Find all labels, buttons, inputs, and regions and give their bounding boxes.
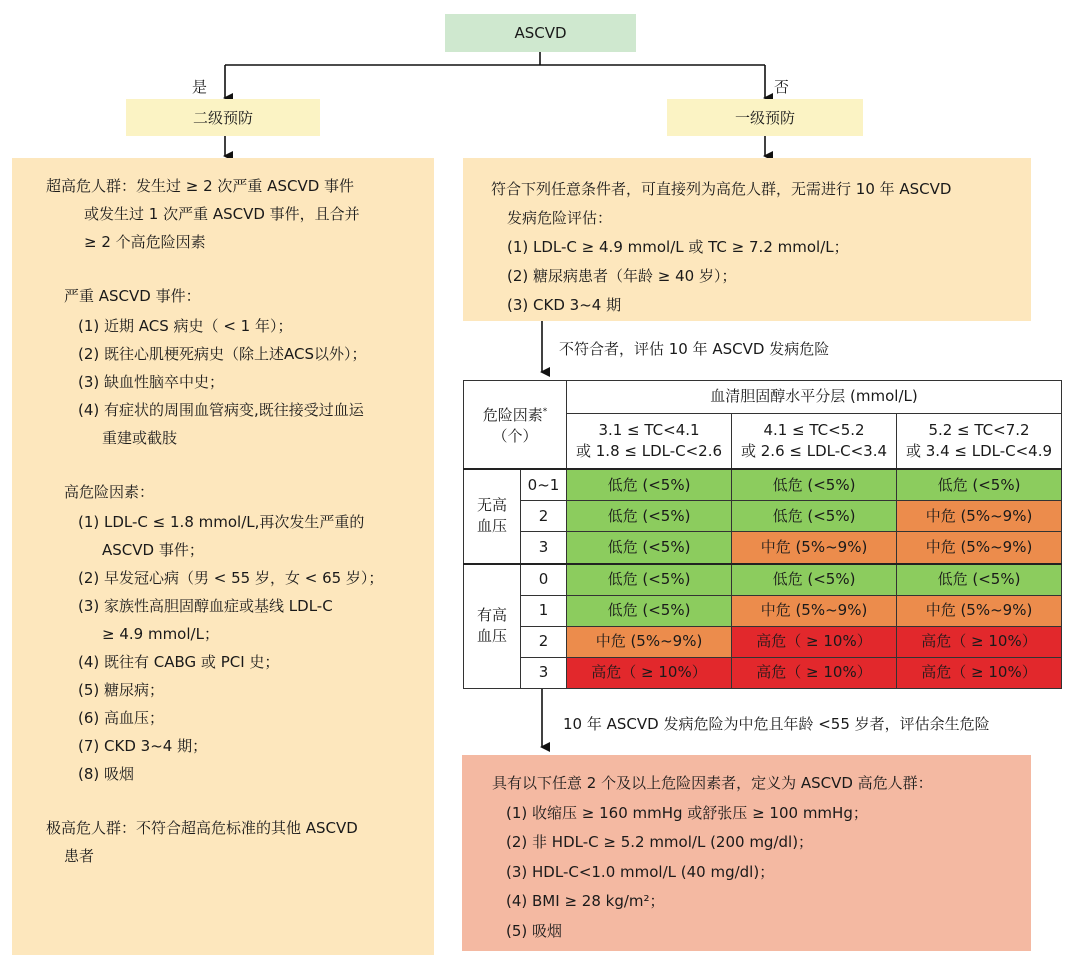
- secondary-prevention-label: 二级预防: [192, 109, 253, 127]
- panel-line: (5) 糖尿病；: [78, 681, 165, 699]
- panel-line: 符合下列任意条件者，可直接列为高危人群，无需进行 10 年 ASCVD: [491, 180, 952, 198]
- factor-count: 2: [521, 626, 567, 657]
- panel-line: (4) 既往有 CABG 或 PCI 史；: [78, 653, 280, 671]
- column-tc: 3.1 ≤ TC<4.1: [598, 420, 700, 439]
- risk-cell: 高危（ ≥ 10%）: [732, 657, 897, 688]
- risk-cell: 中危 (5%~9%): [732, 532, 897, 564]
- column-ldl: 或 3.4 ≤ LDL-C<4.9: [905, 441, 1053, 460]
- factor-count: 0~1: [521, 469, 567, 501]
- panel-line: (6) 高血压；: [78, 709, 165, 727]
- factor-count: 3: [521, 657, 567, 688]
- panel-line: (8) 吸烟: [78, 765, 135, 783]
- panel-line: 极高危人群：不符合超高危标准的其他 ASCVD: [46, 819, 358, 837]
- column-header: [732, 413, 897, 469]
- column-ldl: 或 2.6 ≤ LDL-C<3.4: [740, 441, 888, 460]
- factor-count: 3: [521, 532, 567, 564]
- column-tc: 4.1 ≤ TC<5.2: [763, 420, 865, 439]
- panel-line: 重建或截肢: [102, 429, 178, 447]
- primary-prevention-label: 一级预防: [734, 109, 795, 127]
- risk-cell: 低危 (<5%): [567, 595, 732, 626]
- group-hypertension: [464, 564, 521, 689]
- column-header: [897, 413, 1062, 469]
- column-tc: 5.2 ≤ TC<7.2: [928, 420, 1030, 439]
- panel-line: (3) CKD 3~4 期: [507, 296, 622, 314]
- panel-line: (4) BMI ≥ 28 kg/m²；: [506, 892, 665, 910]
- primary-prevention-panel: [463, 158, 1031, 321]
- panel-line: 患者: [64, 847, 95, 865]
- risk-table: [463, 380, 1062, 689]
- lifetime-note: 10 年 ASCVD 发病危险为中危且年龄 <55 岁者，评估余生危险: [563, 715, 990, 733]
- panel-line: 严重 ASCVD 事件：: [64, 287, 201, 305]
- panel-line: (2) 早发冠心病（男 < 55 岁，女 < 65 岁）；: [78, 569, 384, 587]
- risk-cell: 低危 (<5%): [897, 564, 1062, 596]
- panel-line: (1) 近期 ACS 病史（ < 1 年）；: [78, 317, 293, 335]
- header-factor-unit: （个）: [492, 427, 538, 446]
- risk-cell: 中危 (5%~9%): [732, 595, 897, 626]
- ascvd-box: [445, 14, 636, 52]
- panel-line: (4) 有症状的周围血管病变,既往接受过血运: [78, 401, 364, 419]
- group-no-hypertension: [464, 469, 521, 563]
- yes-label: 是: [192, 78, 208, 96]
- table-row: [464, 626, 1062, 657]
- panel-line: 高危险因素：: [64, 483, 155, 501]
- risk-cell: 高危（ ≥ 10%）: [732, 626, 897, 657]
- panel-line: (5) 吸烟: [506, 921, 563, 940]
- risk-cell: 低危 (<5%): [567, 501, 732, 532]
- panel-line: ≥ 4.9 mmol/L；: [102, 625, 219, 643]
- panel-line: (1) LDL-C ≤ 1.8 mmol/L,再次发生严重的: [78, 513, 365, 531]
- risk-cell: 低危 (<5%): [567, 469, 732, 501]
- risk-cell: 低危 (<5%): [567, 564, 732, 596]
- header-factor-mark: *: [542, 407, 548, 418]
- risk-cell: 低危 (<5%): [897, 469, 1062, 501]
- table-row: [464, 595, 1062, 626]
- risk-cell: 低危 (<5%): [732, 501, 897, 532]
- risk-cell: 高危（ ≥ 10%）: [897, 657, 1062, 688]
- column-header: [567, 413, 732, 469]
- table-row: [464, 564, 1062, 596]
- risk-cell: 高危（ ≥ 10%）: [567, 657, 732, 688]
- risk-cell: 高危（ ≥ 10%）: [897, 626, 1062, 657]
- risk-cell: 低危 (<5%): [732, 469, 897, 501]
- factor-count: 1: [521, 595, 567, 626]
- column-ldl: 或 1.8 ≤ LDL-C<2.6: [575, 441, 723, 460]
- ascvd-label: ASCVD: [514, 24, 567, 42]
- header-strata: 血清胆固醇水平分层 (mmol/L): [567, 381, 1062, 414]
- panel-line: 具有以下任意 2 个及以上危险因素者，定义为 ASCVD 高危人群：: [492, 774, 933, 792]
- risk-cell: 中危 (5%~9%): [897, 501, 1062, 532]
- panel-line: (7) CKD 3~4 期；: [78, 737, 208, 755]
- group-label-line: 有高: [476, 606, 507, 625]
- table-row: [464, 657, 1062, 688]
- group-label-line: 无高: [476, 496, 507, 515]
- panel-line: ASCVD 事件；: [102, 541, 204, 559]
- table-row: [464, 532, 1062, 564]
- panel-line: (1) LDL-C ≥ 4.9 mmol/L 或 TC ≥ 7.2 mmol/L；: [507, 238, 849, 256]
- risk-cell: 中危 (5%~9%): [897, 595, 1062, 626]
- risk-cell: 低危 (<5%): [567, 532, 732, 564]
- group-label-line: 血压: [476, 517, 507, 536]
- panel-line: (2) 非 HDL-C ≥ 5.2 mmol/L (200 mg/dl)；: [506, 833, 814, 851]
- factor-count: 0: [521, 564, 567, 596]
- risk-cell: 低危 (<5%): [732, 564, 897, 596]
- panel-line: (1) 收缩压 ≥ 160 mmHg 或舒张压 ≥ 100 mmHg；: [506, 803, 868, 822]
- risk-cell: 中危 (5%~9%): [567, 626, 732, 657]
- lifetime-risk-panel: [462, 755, 1031, 951]
- table-row: [464, 501, 1062, 532]
- header-factor: [464, 381, 567, 470]
- panel-line: ≥ 2 个高危险因素: [84, 233, 206, 251]
- panel-line: (3) HDL-C<1.0 mmol/L (40 mg/dl)；: [506, 862, 775, 881]
- panel-line: (2) 既往心肌梗死病史（除上述ACS以外）；: [78, 345, 367, 363]
- group-label-line: 血压: [476, 627, 507, 646]
- table-row: [464, 469, 1062, 501]
- panel-line: 超高危人群：发生过 ≥ 2 次严重 ASCVD 事件: [46, 177, 355, 195]
- no-label: 否: [774, 78, 790, 96]
- secondary-prevention-box: [126, 99, 320, 136]
- secondary-prevention-panel: [12, 158, 434, 955]
- panel-line: 或发生过 1 次严重 ASCVD 事件，且合并: [84, 205, 360, 223]
- panel-line: (3) 缺血性脑卒中史；: [78, 373, 225, 391]
- factor-count: 2: [521, 501, 567, 532]
- panel-line: (3) 家族性高胆固醇血症或基线 LDL-C: [78, 597, 333, 615]
- header-factor-label: 危险因素: [482, 406, 543, 425]
- assess-note: 不符合者，评估 10 年 ASCVD 发病危险: [559, 340, 830, 358]
- panel-line: (2) 糖尿病患者（年龄 ≥ 40 岁）；: [507, 267, 737, 285]
- panel-line: 发病危险评估：: [507, 209, 613, 227]
- risk-cell: 中危 (5%~9%): [897, 532, 1062, 564]
- primary-prevention-box: [667, 99, 863, 136]
